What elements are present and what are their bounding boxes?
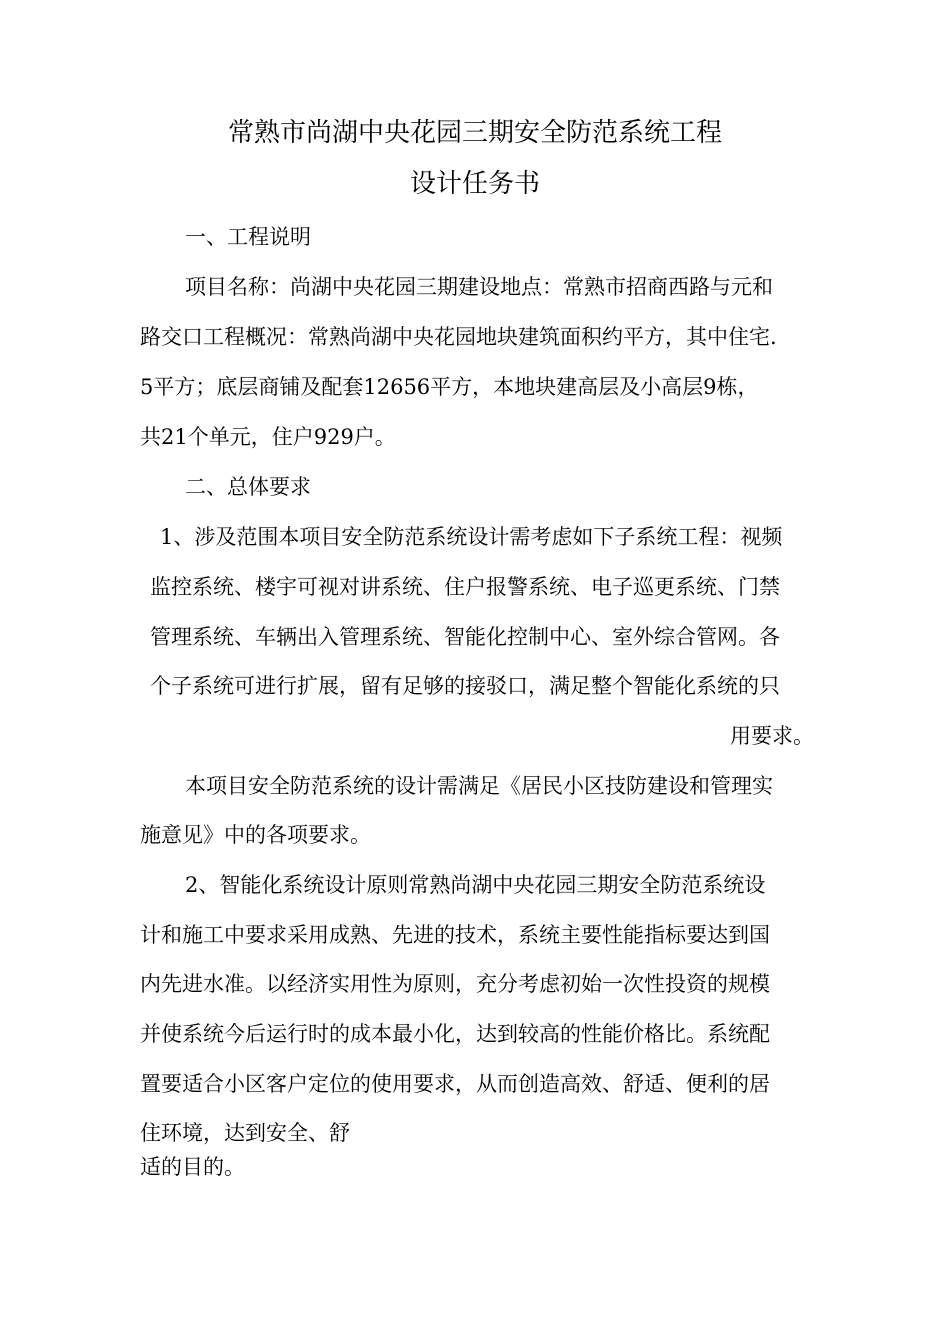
paragraph-line: 并使系统今后运行时的成本最小化，达到较高的性能价格比。系统配 <box>140 1022 770 1046</box>
paragraph-line: 管理系统、车辆出入管理系统、智能化控制中心、室外综合管网。各 <box>150 625 780 649</box>
paragraph-line: 置要适合小区客户定位的使用要求，从而创造高效、舒适、便利的居 <box>140 1072 770 1096</box>
paragraph-line: 住环境，达到安全、舒 <box>140 1121 350 1145</box>
paragraph-line: 用要求。 <box>730 724 814 748</box>
section-heading-1: 一、工程说明 <box>185 225 311 249</box>
paragraph-line: 路交口工程概况：常熟尚湖中央花园地块建筑面积约平方，其中住宅. <box>140 325 777 349</box>
paragraph-line: 适的目的。 <box>140 1155 245 1179</box>
paragraph-line: 监控系统、楼宇可视对讲系统、住户报警系统、电子巡更系统、门禁 <box>150 575 780 599</box>
paragraph-line: 1、涉及范围本项目安全防范系统设计需考虑如下子系统工程：视频 <box>160 525 783 549</box>
document-title: 常熟市尚湖中央花园三期安全防范系统工程 <box>227 118 722 148</box>
paragraph-line: 共21个单元，住户929户。 <box>140 425 396 449</box>
paragraph-line: 计和施工中要求采用成熟、先进的技术，系统主要性能指标要达到国 <box>140 923 770 947</box>
paragraph-line: 本项目安全防范系统的设计需满足《居民小区技防建设和管理实 <box>185 774 773 798</box>
paragraph-line: 项目名称：尚湖中央花园三期建设地点：常熟市招商西路与元和 <box>185 275 773 299</box>
document-subtitle: 设计任务书 <box>409 169 540 199</box>
paragraph-line: 施意见》中的各项要求。 <box>140 823 371 847</box>
section-heading-2: 二、总体要求 <box>185 475 311 499</box>
paragraph-line: 内先进水准。以经济实用性为原则，充分考虑初始一次性投资的规模 <box>140 972 770 996</box>
paragraph-line: 个子系统可进行扩展，留有足够的接驳口，满足整个智能化系统的只 <box>150 674 780 698</box>
paragraph-line: 5平方；底层商铺及配套12656平方，本地块建高层及小高层9栋， <box>140 375 759 399</box>
paragraph-line: 2、智能化系统设计原则常熟尚湖中央花园三期安全防范系统设 <box>185 873 766 897</box>
